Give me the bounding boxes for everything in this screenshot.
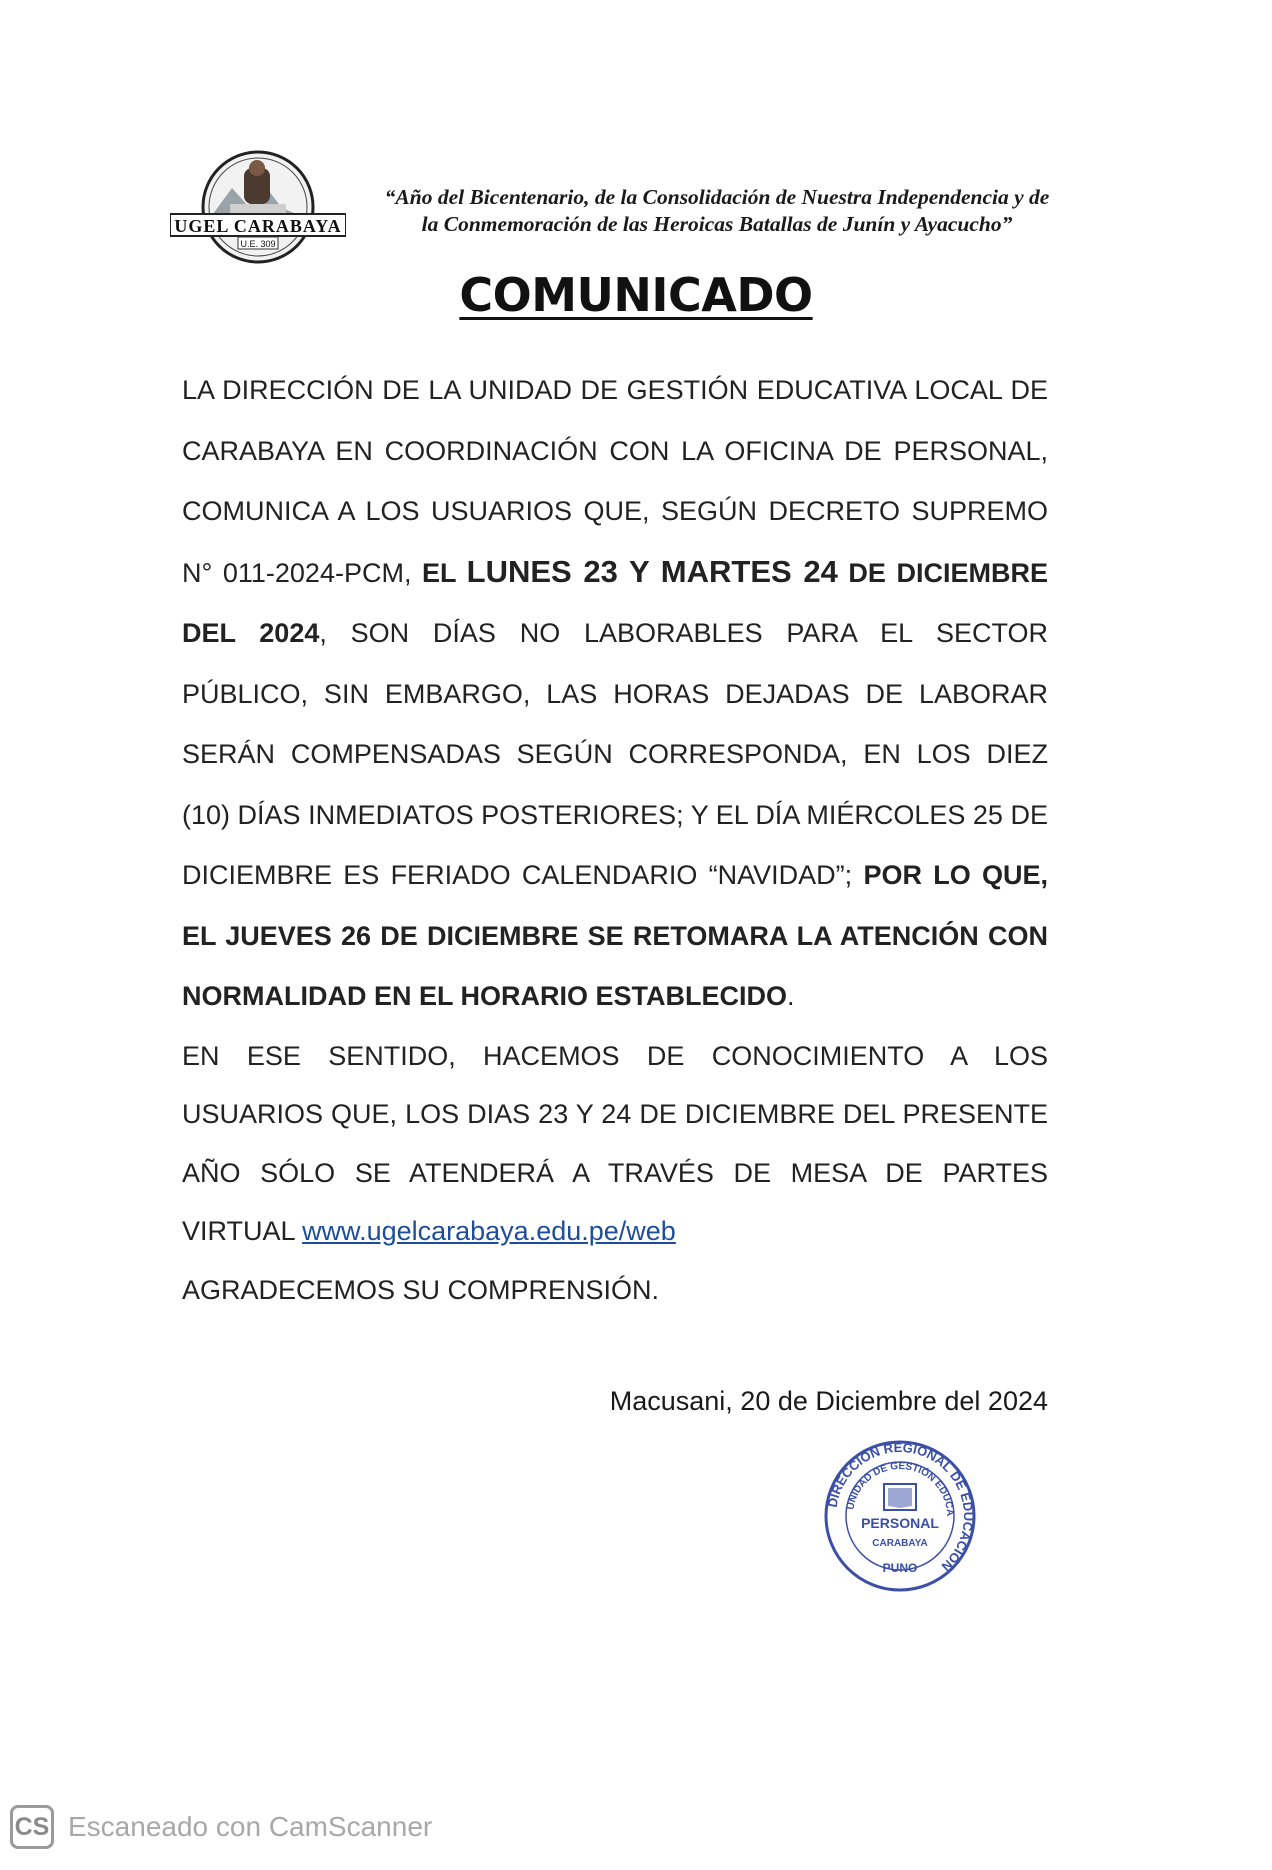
page-title: COMUNICADO [459, 268, 813, 322]
paragraph-1 [182, 360, 1048, 1027]
stamp-center-text: PERSONAL [861, 1515, 939, 1531]
camscanner-icon: CS [10, 1805, 54, 1849]
paragraph-1-bold-month: DE DICIEMBRE DEL 2024 [182, 557, 1049, 648]
scanner-watermark [10, 1805, 432, 1849]
paragraph-1-bold-resume: POR LO QUE, EL JUEVES 26 DE DICIEMBRE SE RETOMARA LA ATENCIÓN CON NORMALIDAD EN EL HORARIO ESTABLECIDO [182, 860, 1048, 1011]
thanks-text: AGRADECEMOS SU COMPRENSIÓN. [182, 1274, 660, 1305]
stamp-city-text: PUNO [882, 1561, 918, 1575]
logo-unit: U.E. 309 [240, 239, 276, 249]
ugel-logo [170, 148, 346, 266]
paragraph-2-text: EN ESE SENTIDO, HACEMOS DE CONOCIMIENTO A LOS USUARIOS QUE, LOS DIAS 23 Y 24 DE DICIEMBRE DEL PRESENTE AÑO SÓLO SE ATENDERÁ A TRAVÉS DE MESA DE PARTES VIRTUAL [182, 1040, 1048, 1246]
paragraph-1-bold-el: EL [422, 557, 467, 588]
motto-line-2: la Conmemoración de las Heroicas Batallas de Junín y Ayacucho” [421, 212, 1013, 236]
virtual-office-link[interactable]: www.ugelcarabaya.edu.pe/web [302, 1216, 676, 1246]
stamp-inner-text: UNIDAD DE GESTIÓN EDUCA [845, 1460, 956, 1516]
paragraph-1-text-a: LA DIRECCIÓN DE LA UNIDAD DE GESTIÓN EDUCATIVA LOCAL DE CARABAYA EN COORDINACIÓN CON LA OFICINA DE PERSONAL, COMUNICA A LOS USUARIOS QUE, SEGÚN DECRETO SUPREMO N° 011-2024-PCM, [182, 375, 1048, 588]
scanner-text: Escaneado con CamScanner [68, 1811, 433, 1842]
motto-line-1: “Año del Bicentenario, de la Consolidación de Nuestra Independencia y de [384, 185, 1050, 209]
paragraph-1-text-b: , SON DÍAS NO LABORABLES PARA EL SECTOR PÚBLICO, SIN EMBARGO, LAS HORAS DEJADAS DE LABORAR SERÁN COMPENSADAS SEGÚN CORRESPONDA, EN LOS DIEZ (10) DÍAS INMEDIATOS POSTERIORES; Y EL DÍA MIÉRCOLES 25 DE DICIEMBRE ES FERIADO CALENDARIO “NAVIDAD”; [182, 618, 1048, 890]
paragraph-1-end: . [787, 981, 795, 1011]
motto [352, 184, 1082, 238]
stamp-bottom-text: CARABAYA [872, 1538, 928, 1549]
logo-text: UGEL CARABAYA [174, 216, 342, 236]
personal-stamp [822, 1438, 978, 1594]
place-date: Macusani, 20 de Diciembre del 2024 [609, 1386, 1048, 1416]
paragraph-1-bold-dates: LUNES 23 Y MARTES 24 [466, 553, 838, 589]
stamp-outer-text: DIRECCIÓN REGIONAL DE EDUCACIÓN [824, 1439, 977, 1575]
document-body [182, 360, 1048, 1319]
paragraph-2 [182, 1027, 1048, 1261]
